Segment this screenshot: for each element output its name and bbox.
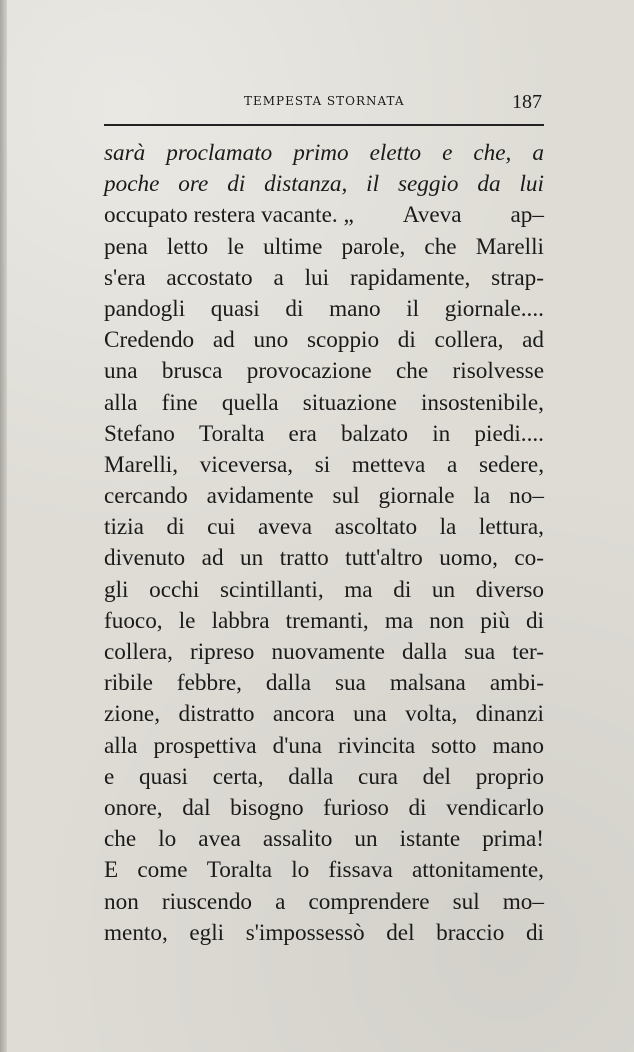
word: che: [424, 233, 457, 260]
word: tratto: [279, 545, 329, 572]
word: da: [477, 171, 501, 198]
word: rivincita: [337, 732, 416, 759]
word: mo–: [502, 888, 544, 915]
word: Aveva: [402, 202, 462, 229]
word: Toralta: [199, 420, 265, 447]
word: quasi: [139, 763, 188, 790]
word: la: [473, 483, 491, 510]
word: primo: [293, 140, 349, 166]
word: occhi: [149, 576, 200, 603]
body-text: [104, 138, 544, 949]
word: non: [104, 888, 139, 915]
word: ma: [344, 576, 373, 603]
text-line: [104, 575, 544, 606]
word: occupato restera vacante. „: [104, 202, 354, 229]
word: sarà: [104, 140, 146, 166]
word: attonitamente,: [411, 857, 544, 884]
text-line: [104, 824, 544, 855]
word: sedere,: [478, 451, 544, 478]
word: diverso: [475, 576, 544, 603]
word: parole,: [341, 233, 406, 260]
word: di: [285, 295, 304, 322]
word: a: [273, 264, 284, 291]
text-line: [104, 793, 544, 824]
word: eletto: [369, 140, 422, 166]
word: sua: [334, 670, 366, 697]
text-line: [104, 543, 544, 574]
word: in: [432, 420, 451, 447]
word: vendicarlo: [446, 794, 544, 821]
running-title: TEMPESTA STORNATA: [244, 94, 405, 108]
word: del: [386, 919, 415, 946]
word: balzato: [341, 420, 408, 447]
word: sotto: [431, 732, 477, 759]
word: e: [442, 140, 453, 166]
word: egli: [189, 919, 225, 946]
word: ter-: [512, 639, 544, 665]
word: avea: [198, 826, 241, 853]
text-line: [104, 668, 544, 699]
word: prima!: [482, 826, 544, 853]
word: collera,: [104, 639, 173, 665]
word: ma: [384, 607, 414, 634]
word: ad: [212, 327, 235, 354]
text-line: [104, 855, 544, 886]
text-line: [104, 169, 544, 200]
text-line: [104, 887, 544, 918]
text-line: [104, 450, 544, 481]
word: uomo,: [439, 545, 498, 572]
word: nuovamente: [271, 639, 385, 665]
word: Toralta: [206, 857, 273, 884]
word: che: [396, 358, 429, 385]
word: prospettiva: [153, 732, 257, 759]
page-header: [104, 92, 544, 112]
word: avidamente: [206, 483, 314, 510]
word: provocazione: [246, 358, 372, 385]
word: pandogli: [104, 295, 186, 322]
word: volta,: [405, 701, 458, 728]
word: Credendo: [104, 327, 195, 354]
text-line: [104, 731, 544, 762]
word: viceversa,: [199, 451, 294, 478]
word: quella: [221, 389, 279, 416]
word: di: [227, 171, 246, 198]
word: istante: [399, 826, 461, 853]
word: ambi-: [489, 670, 544, 697]
text-line: [104, 232, 544, 263]
text-line: [104, 762, 544, 793]
word: si: [314, 451, 331, 478]
word: proclamato: [166, 140, 273, 166]
word: ap–: [510, 202, 544, 229]
word: era: [288, 420, 317, 447]
word: riuscendo: [161, 888, 253, 915]
word: pena: [104, 233, 148, 260]
text-line: [104, 294, 544, 325]
word: collera,: [434, 327, 504, 354]
word: scintillanti,: [219, 576, 324, 603]
word: le: [227, 233, 245, 260]
word: dinanzi: [475, 701, 544, 728]
word: cercando: [104, 483, 188, 510]
word: lui: [304, 264, 330, 291]
word: distratto: [178, 701, 255, 728]
word: onore,: [104, 794, 163, 821]
word: insostenibile,: [420, 389, 544, 416]
text-line: [104, 263, 544, 294]
word: che: [104, 826, 137, 853]
word: di: [393, 576, 412, 603]
word: a: [447, 451, 458, 478]
word: cui: [207, 514, 236, 541]
word: no–: [509, 483, 544, 510]
word: uno: [253, 327, 289, 354]
word: lui: [519, 171, 544, 198]
word: tizia: [104, 514, 144, 541]
word: il: [406, 295, 420, 322]
word: di: [397, 327, 416, 354]
word: di: [525, 919, 544, 946]
word: sul: [332, 483, 360, 510]
word: lo: [158, 826, 177, 853]
word: ascoltato: [334, 514, 418, 541]
word: dalla: [288, 763, 334, 790]
word: ad: [522, 327, 544, 354]
word: che,: [473, 140, 512, 166]
word: ultime: [263, 233, 323, 260]
word: piedi....: [474, 420, 544, 447]
word: proprio: [475, 763, 544, 790]
word: a: [532, 140, 544, 166]
word: alla: [104, 389, 138, 416]
word: e: [104, 763, 115, 790]
word: furioso: [323, 794, 389, 821]
word: gli: [104, 576, 129, 603]
word: ad: [201, 545, 224, 572]
word: sua: [464, 639, 496, 665]
word: malsana: [389, 670, 466, 697]
word: giornale....: [444, 295, 544, 322]
word: E: [104, 857, 119, 884]
word: Marelli: [475, 233, 544, 260]
text-line: [104, 606, 544, 637]
word: comprendere: [308, 888, 430, 915]
text-line: [104, 637, 544, 668]
word: le: [178, 607, 196, 634]
word: distanza,: [264, 171, 348, 198]
text-line: [104, 200, 544, 231]
word: una: [353, 701, 387, 728]
text-line: [104, 388, 544, 419]
text-line: [104, 918, 544, 949]
word: ancora: [272, 701, 335, 728]
word: alla: [104, 732, 138, 759]
page-number: 187: [512, 91, 542, 113]
word: risolvesse: [452, 358, 544, 385]
word: giornale: [378, 483, 455, 510]
word: seggio: [397, 171, 459, 198]
word: braccio: [436, 919, 505, 946]
word: certa,: [212, 763, 264, 790]
text-line: [104, 356, 544, 387]
word: quasi: [210, 295, 260, 322]
word: metteva: [351, 451, 426, 478]
word: fissava: [328, 857, 393, 884]
word: brusca: [161, 358, 223, 385]
word: dal: [182, 794, 211, 821]
word: come: [137, 857, 188, 884]
word: tutt'altro: [345, 545, 423, 572]
text-line: [104, 419, 544, 450]
word: assalito: [262, 826, 333, 853]
word: ribile: [104, 670, 153, 697]
text-line: [104, 512, 544, 543]
word: Stefano: [104, 420, 175, 447]
word: mano: [492, 732, 544, 759]
word: poche: [104, 171, 160, 198]
word: zione,: [104, 701, 161, 728]
word: di: [408, 794, 427, 821]
word: di: [525, 607, 544, 634]
word: letto: [166, 233, 209, 260]
word: ore: [178, 171, 209, 198]
word: accostato: [166, 264, 253, 291]
text-line: [104, 325, 544, 356]
word: dalla: [265, 670, 311, 697]
word: mento,: [104, 919, 168, 946]
word: co-: [514, 545, 544, 572]
word: tremanti,: [285, 607, 369, 634]
word: Marelli,: [104, 451, 179, 478]
word: un: [240, 545, 264, 572]
word: non: [429, 607, 465, 634]
word: lo: [291, 857, 310, 884]
text-line: [104, 481, 544, 512]
word: dalla: [402, 639, 448, 665]
word: la: [439, 514, 457, 541]
word: situazione: [302, 389, 397, 416]
word: fine: [161, 389, 198, 416]
word: scoppio: [306, 327, 380, 354]
word: bisogno: [230, 794, 304, 821]
word: d'una: [272, 732, 322, 759]
word: del: [422, 763, 451, 790]
word: rapidamente,: [349, 264, 471, 291]
word: sul: [452, 888, 480, 915]
word: una: [104, 358, 138, 385]
word: un: [431, 576, 456, 603]
page-binding-edge: [0, 0, 7, 1052]
word: labbra: [211, 607, 270, 634]
word: il: [366, 171, 380, 198]
word: a: [275, 888, 286, 915]
header-rule: [104, 124, 544, 126]
word: più: [480, 607, 510, 634]
word: di: [166, 514, 185, 541]
word: un: [354, 826, 378, 853]
word: s'impossessò: [245, 919, 365, 946]
word: cura: [358, 763, 398, 790]
word: s'era: [104, 264, 146, 291]
word: strap-: [491, 264, 544, 291]
word: divenuto: [104, 545, 186, 572]
word: lettura,: [478, 514, 544, 541]
word: mano: [329, 295, 381, 322]
word: fuoco,: [104, 607, 163, 634]
word: febbre,: [176, 670, 242, 697]
text-line: [104, 138, 544, 169]
text-line: [104, 699, 544, 730]
word: ripreso: [190, 639, 255, 665]
word: aveva: [257, 514, 313, 541]
